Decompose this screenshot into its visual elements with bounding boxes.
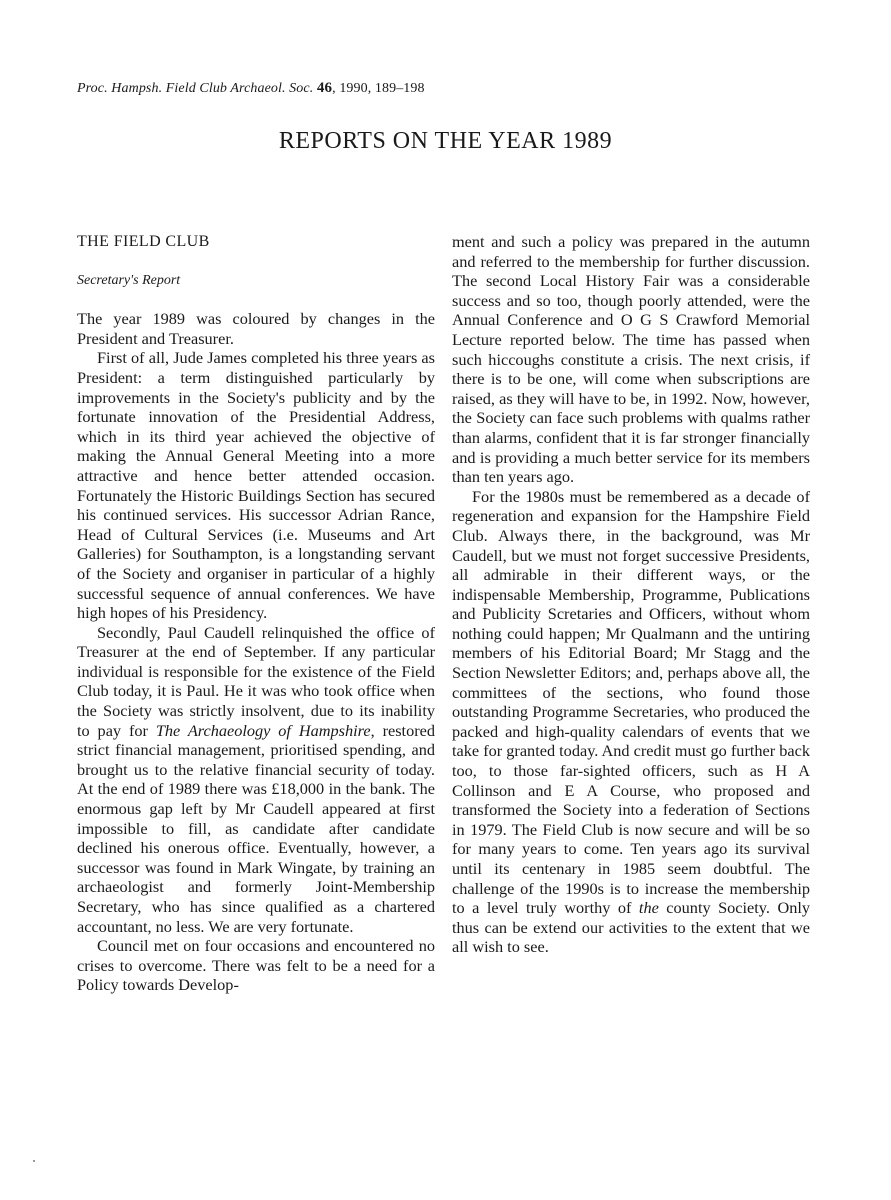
paragraph: ment and such a policy was prepared in the autumn and referred to the membership for further discussion. The second Local History Fair was a considerable success and so too, though poorly attended, were the Annual Conference and O G S Crawford Memorial Lecture reported below. The time has passed when such hiccoughs constitute a crisis. The next crisis, if there is to be one, will come when subscriptions are raised, as they will have to be, in 1992. Now, however, the Society can face such problems with qualms rather than alarms, confident that it is far stronger financially and is providing a much better service for its members than ten years ago. <box>452 232 810 487</box>
left-column <box>77 232 435 995</box>
section-heading: THE FIELD CLUB <box>77 233 210 250</box>
paragraph-text: , restored strict financial management, prioritised spending, and brought us to the relative financial security of today. At the end of 1989 there was £18,000 in the bank. The enormous gap left by Mr Caudell appeared at first impossible to fill, as candidate after candidate declined his onerous office. Eventually, however, a successor was found in Mark Wingate, by training an archaeologist and formerly Joint-Membership Secretary, who has since qualified as a chartered accountant, no less. We are very fortunate. <box>77 720 436 936</box>
paragraph-text: Secondly, Paul Caudell relinquished the office of Treasurer at the end of September. If any particular individual is responsible for the existence of the Field Club today, it is Paul. He it was who took office when the Society was strictly insolvent, due to its inability to pay for <box>77 622 435 740</box>
journal-citation <box>77 80 425 97</box>
emphasis: the <box>638 898 659 918</box>
paragraph <box>452 487 810 957</box>
scan-speck <box>33 1160 35 1162</box>
right-column <box>452 232 810 957</box>
paragraph-text: For the 1980s must be remembered as a decade of regeneration and expansion for the Hampshire Field Club. Always there, in the background, was Mr Caudell, but we must not forget successive Presidents, all admirable in their different ways, or the indispensable Membership, Programme, Publications and Publicity Scretaries and Officers, without whom nothing could happen; Mr Qualmann and the untiring members of his Editorial Board; Mr Stagg and the Section Newsletter Editors; and, perhaps above all, the committees of the sections, who found those outstanding Programme Secretaries, who produced the packed and high-quality calendars of events that we take for granted today. And credit must go further back too, to those far-sighted officers, such as H A Collinson and E A Course, who proposed and transformed the Society into a federation of Sections in 1979. The Field Club is now secure and will be so for many years to come. Ten years ago its survival until its centenary in 1985 seem doubtful. The challenge of the 1990s is to increase the membership to a level truly worthy of <box>452 486 810 918</box>
book-title: The Archaeology of Hampshire <box>155 720 371 740</box>
section-subheading: Secretary's Report <box>77 272 181 288</box>
paragraph: First of all, Jude James completed his three years as President: a term distinguished particularly by improvements in the Society's publicity and by the fortunate innovation of the Presidential Address, which in its third year achieved the objective of making the Annual General Meeting into a more attractive and hence better attended occasion. Fortunately the Historic Buildings Section has secured his continued services. His successor Adrian Rance, Head of Cultural Services (i.e. Museums and Art Galleries) for Southampton, is a longstanding servant of the Society and organiser in particular of a highly successful sequence of annual conferences. We have high hopes of his Presidency. <box>77 348 435 623</box>
volume-number: 46 <box>316 80 333 96</box>
paragraph: The year 1989 was coloured by changes in the President and Treasurer. <box>77 309 435 348</box>
year-pages-value: 1990, 189–198 <box>339 81 425 96</box>
year-pages: , <box>332 81 340 96</box>
journal-name: Proc. Hampsh. Field Club Archaeol. Soc. <box>77 81 314 96</box>
paragraph <box>77 623 435 937</box>
paragraph: Council met on four occasions and encountered no crises to overcome. There was felt to be a need for a Policy towards Develop- <box>77 936 435 995</box>
page-title: REPORTS ON THE YEAR 1989 <box>278 128 613 154</box>
paragraph-text: county Society. Only thus can be extend our activities to the extent that we all wish to see. <box>452 898 811 957</box>
